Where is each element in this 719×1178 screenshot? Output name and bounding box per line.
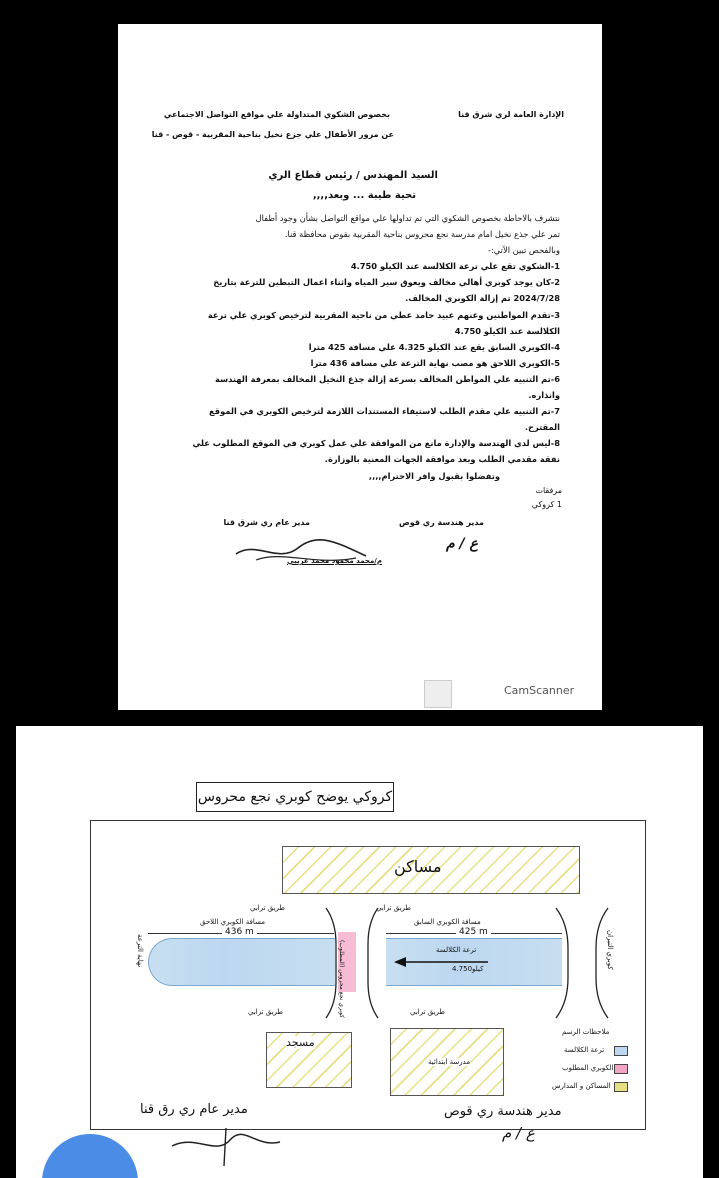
floating-action-button[interactable]	[42, 1134, 138, 1178]
school-label: مدرسة ابتدائية	[428, 1058, 471, 1066]
houses-label: مساكن	[394, 857, 442, 876]
road-label-bottom-right: طريق ترابي	[410, 1008, 445, 1016]
letter-body-line: 1-الشكوي تقع علي ترعة الكلالسة عند الكيلو 4.750	[350, 261, 560, 272]
sig-left-name: م/محمد محمود محمد عريبي	[287, 557, 382, 565]
letter-body-line: 6-تم التنبيه علي المواطن المخالف بسرعة إزالة جذع النخيل المخالف بمعرفة الهندسة	[214, 373, 560, 384]
sig-right-title: مدير هندسة ري قوص	[398, 518, 484, 527]
letter-closing: وتفضلوا بقبول وافر الاحترام,,,,	[368, 470, 500, 481]
canal-km-label: كيلو4.750	[452, 965, 484, 973]
dist-next-value: 436 m	[222, 927, 257, 937]
legend-houses-label: المساكن و المدارس	[552, 1082, 611, 1090]
letter-subject-line1: بخصوص الشكوي المتداولة علي مواقع التواصل الاجتماعي	[163, 110, 390, 119]
dist-next-label: مسافة الكوبري اللاحق	[200, 918, 265, 926]
sketch-signature-left	[166, 1120, 286, 1170]
attachments-item: 1 كروكي	[531, 500, 562, 509]
canal-left	[148, 938, 335, 986]
letter-page	[118, 24, 602, 710]
flow-arrow-icon	[392, 954, 492, 970]
letter-subject-line2: عن مرور الأطفال علي جزع نخيل بناحية المقربية - قوص - قنا	[151, 130, 394, 139]
sketch-sig-right-mark: ع / م	[502, 1124, 535, 1142]
letter-body-line: 5-الكوبري اللاحق هو مصب نهاية الترعة علي مسافة 436 مترا	[310, 357, 560, 368]
letter-body-line: 4-الكوبري السابق يقع عند الكيلو 4.325 علي مسافة 425 مترا	[308, 341, 560, 352]
sketch-sig-left-title: مدير عام ري رق قنا	[140, 1102, 248, 1117]
bridge-prev-label: كوبري التيران	[606, 930, 614, 970]
attachments-label: مرفقات	[535, 486, 562, 495]
letter-body-line: 7-تم التنبيه علي مقدم الطلب لاستيفاء المستندات اللازمة لترخيص الكوبري في الموقع	[208, 406, 560, 417]
letter-body	[160, 210, 560, 484]
road-label-top-right: طريق ترابي	[376, 904, 411, 912]
dist-prev-value: 425 m	[456, 927, 491, 937]
sketch-page	[16, 726, 703, 1178]
letter-addressee: السيد المهندس / رئيس قطاع الري	[268, 170, 438, 181]
camscanner-logo-icon	[424, 680, 452, 708]
camscanner-label: CamScanner	[504, 684, 575, 697]
legend-canal-swatch	[614, 1046, 628, 1056]
road-label-top-left: طريق ترابي	[250, 904, 285, 912]
letter-body-line: 8-ليس لدي الهندسة والإدارة مانع من الموافقة علي عمل كوبري في الموقع المطلوب علي	[192, 438, 560, 449]
letter-body-line: نتشرف بالاحاطة بخصوص الشكوي التي تم تداولها علي مواقع التواصل بشأن وجود أطفال	[255, 213, 560, 223]
mosque-label: مسجد	[286, 1036, 315, 1049]
letter-body-line: وبالفحص تبين الآتي:-	[487, 245, 560, 256]
letter-body-line: 3-تقدم المواطنين وعنهم عبيد حامد عطي من ناحية المقربية لترخيص كوبري علي ترعة	[207, 309, 560, 320]
road-label-bottom-left: طريق ترابي	[248, 1008, 283, 1016]
letter-body-line: وانذاره.	[528, 390, 560, 401]
canal-name-label: ترعة الكلالسة	[436, 946, 477, 954]
sig-right-mark: ع / م	[446, 536, 478, 552]
letter-body-line: نفقة مقدمي الطلب وبعد موافقة الجهات المعنية بالوزارة.	[324, 454, 560, 465]
bridge-prev-icon	[552, 904, 612, 1022]
legend-bridge-swatch	[614, 1064, 628, 1074]
letter-body-line: تمر علي جذع نخيل امام مدرسة نجع محروس بناحية المقربية بقوص محافظة قنا.	[284, 229, 560, 240]
dist-prev-label: مسافة الكوبري السابق	[414, 918, 481, 926]
letter-body-line: 2-كان يوجد كوبري أهالي مخالف ويعوق سير المياه واثناء اعمال التبطين للترعة بتاريخ	[213, 277, 560, 288]
legend-houses-swatch	[614, 1082, 628, 1092]
letter-greeting: تحية طيبة ... وبعد,,,,	[312, 190, 416, 201]
bridge-required-icon	[322, 904, 382, 1022]
sketch-sig-right-title: مدير هندسة ري قوص	[444, 1104, 562, 1119]
legend-bridge-label: الكوبري المطلوب	[562, 1064, 614, 1072]
sig-left-title: مدير عام ري شرق قنا	[223, 518, 310, 527]
letter-body-line: 2024/7/28 تم إزالة الكوبري المخالف.	[405, 293, 560, 304]
letter-body-line: المقترح.	[524, 422, 560, 433]
legend-title: ملاحظات الرسم	[562, 1028, 610, 1036]
legend-canal-label: ترعة الكلالسة	[564, 1046, 605, 1054]
canal-end-label: نهاية الترعة	[136, 934, 144, 968]
letter-header-org: الإدارة العامة لري شرق قنا	[458, 110, 564, 119]
bridge-required-label: كوبري نجع محروس (المطلوب)	[338, 940, 345, 1019]
letter-body-line: الكلالسة عند الكيلو 4.750	[454, 325, 560, 336]
sketch-title: كروكي يوضح كوبري نجع محروس	[196, 782, 394, 812]
